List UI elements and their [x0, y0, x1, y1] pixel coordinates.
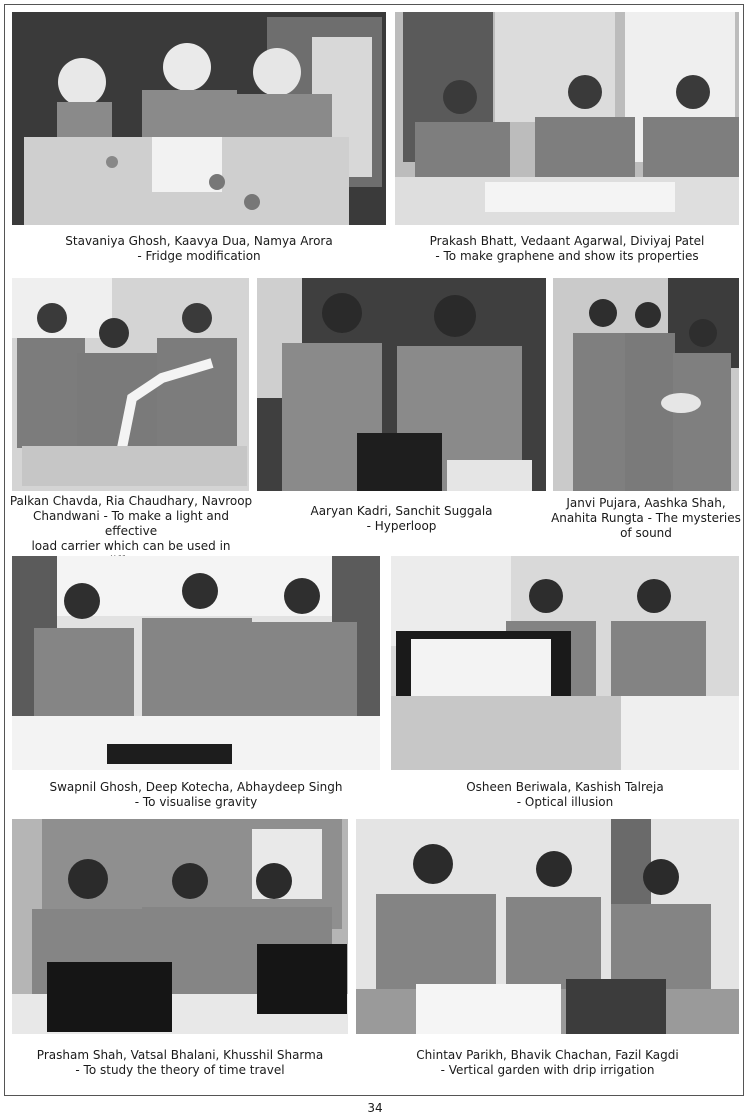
caption-names: Stavaniya Ghosh, Kaavya Dua, Namya Arora: [65, 234, 333, 248]
photo-graphene: [395, 12, 739, 225]
caption-graphene: [395, 234, 739, 264]
caption-gravity: [12, 780, 380, 810]
caption-line: load carrier which can be used in: [31, 539, 231, 553]
caption-sound: [550, 496, 742, 541]
caption-line: Anahita Rungta - The mysteries: [551, 511, 741, 525]
photo-vertical-garden: [356, 819, 739, 1034]
caption-line: Janvi Pujara, Aashka Shah,: [566, 496, 726, 510]
page-number: 34: [367, 1101, 383, 1115]
photo-gravity: [12, 556, 380, 770]
caption-line: Chandwani - To make a light and effective: [33, 509, 229, 538]
caption-vertical-garden: [356, 1048, 739, 1078]
caption-time-travel: [12, 1048, 348, 1078]
caption-title: - Hyperloop: [366, 519, 437, 533]
photo-load-carrier: [12, 278, 249, 491]
caption-hyperloop: [257, 504, 546, 534]
caption-title: - Optical illusion: [516, 795, 614, 809]
caption-names: Prakash Bhatt, Vedaant Agarwal, Diviyaj Patel: [429, 234, 705, 248]
caption-names: Chintav Parikh, Bhavik Chachan, Fazil Kagdi: [416, 1048, 679, 1062]
photo-optical-illusion: [391, 556, 739, 770]
caption-title: - Fridge modification: [137, 249, 261, 263]
caption-fridge-modification: [12, 234, 386, 264]
caption-names: Osheen Beriwala, Kashish Talreja: [466, 780, 664, 794]
caption-title: - Vertical garden with drip irrigation: [440, 1063, 655, 1077]
caption-optical-illusion: [391, 780, 739, 810]
caption-names: Swapnil Ghosh, Deep Kotecha, Abhaydeep Singh: [49, 780, 343, 794]
photo-sound: [553, 278, 739, 491]
caption-line: of sound: [620, 526, 672, 540]
caption-title: - To make graphene and show its properties: [435, 249, 699, 263]
caption-line: Palkan Chavda, Ria Chaudhary, Navroop: [9, 494, 253, 508]
caption-names: Aaryan Kadri, Sanchit Suggala: [310, 504, 493, 518]
photo-hyperloop: [257, 278, 546, 491]
caption-title: - To visualise gravity: [134, 795, 258, 809]
photo-fridge-modification: [12, 12, 386, 225]
caption-title: - To study the theory of time travel: [75, 1063, 285, 1077]
photo-time-travel: [12, 819, 348, 1034]
caption-names: Prasham Shah, Vatsal Bhalani, Khusshil Sharma: [36, 1048, 324, 1062]
